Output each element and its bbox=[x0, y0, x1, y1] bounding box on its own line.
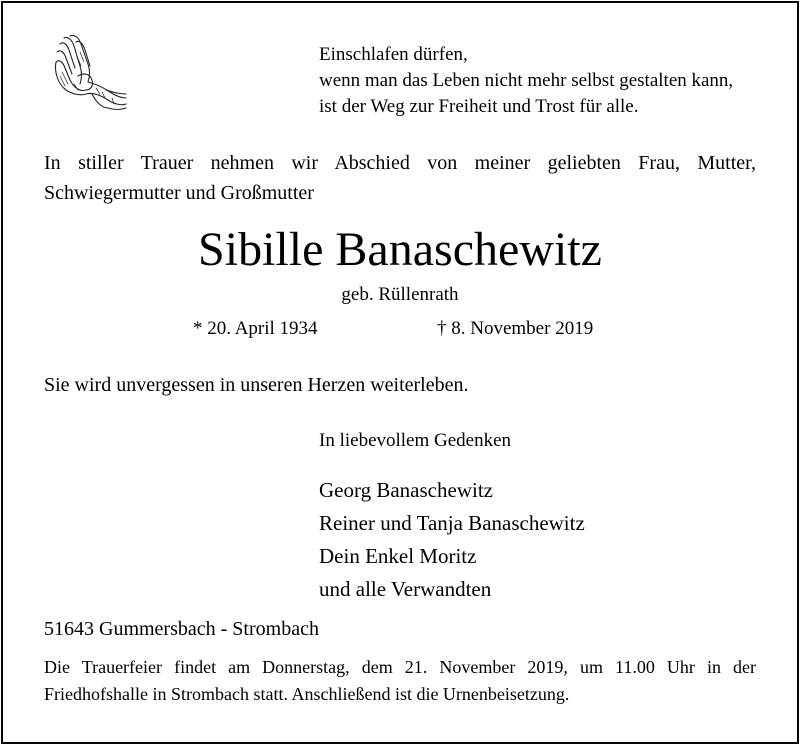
death-date: † 8. November 2019 bbox=[437, 318, 594, 339]
maiden-name: geb. Rüllenrath bbox=[341, 284, 459, 305]
memory-line: Sie wird unvergessen in unseren Herzen weiterleben. bbox=[44, 374, 469, 396]
birth-date: * 20. April 1934 bbox=[193, 318, 318, 339]
family-member: und alle Verwandten bbox=[319, 577, 492, 601]
family-member: Dein Enkel Moritz bbox=[319, 544, 477, 568]
poem-line-3: ist der Weg zur Freiheit und Trost für alle. bbox=[319, 96, 639, 117]
family-member: Georg Banaschewitz bbox=[319, 478, 493, 502]
deceased-name: Sibille Banaschewitz bbox=[198, 223, 602, 276]
intro-text: In stiller Trauer nehmen wir Abschied von meiner geliebten Frau, Mutter, Schwiegermutter und Großmutter bbox=[44, 152, 756, 204]
family-list bbox=[319, 474, 585, 606]
praying-hands-icon bbox=[50, 32, 128, 114]
family-member: Reiner und Tanja Banaschewitz bbox=[319, 511, 585, 535]
location: 51643 Gummersbach - Strombach bbox=[44, 618, 319, 640]
service-info: Die Trauerfeier findet am Donnerstag, dem 21. November 2019, um 11.00 Uhr in der Friedhofshalle in Strombach statt. Anschließend ist die Urnenbeisetzung. bbox=[44, 657, 756, 704]
poem bbox=[319, 42, 733, 120]
gedenken-line: In liebevollem Gedenken bbox=[319, 430, 512, 451]
poem-line-1: Einschlafen dürfen, bbox=[319, 44, 468, 65]
poem-line-2: wenn man das Leben nicht mehr selbst gestalten kann, bbox=[319, 70, 734, 91]
